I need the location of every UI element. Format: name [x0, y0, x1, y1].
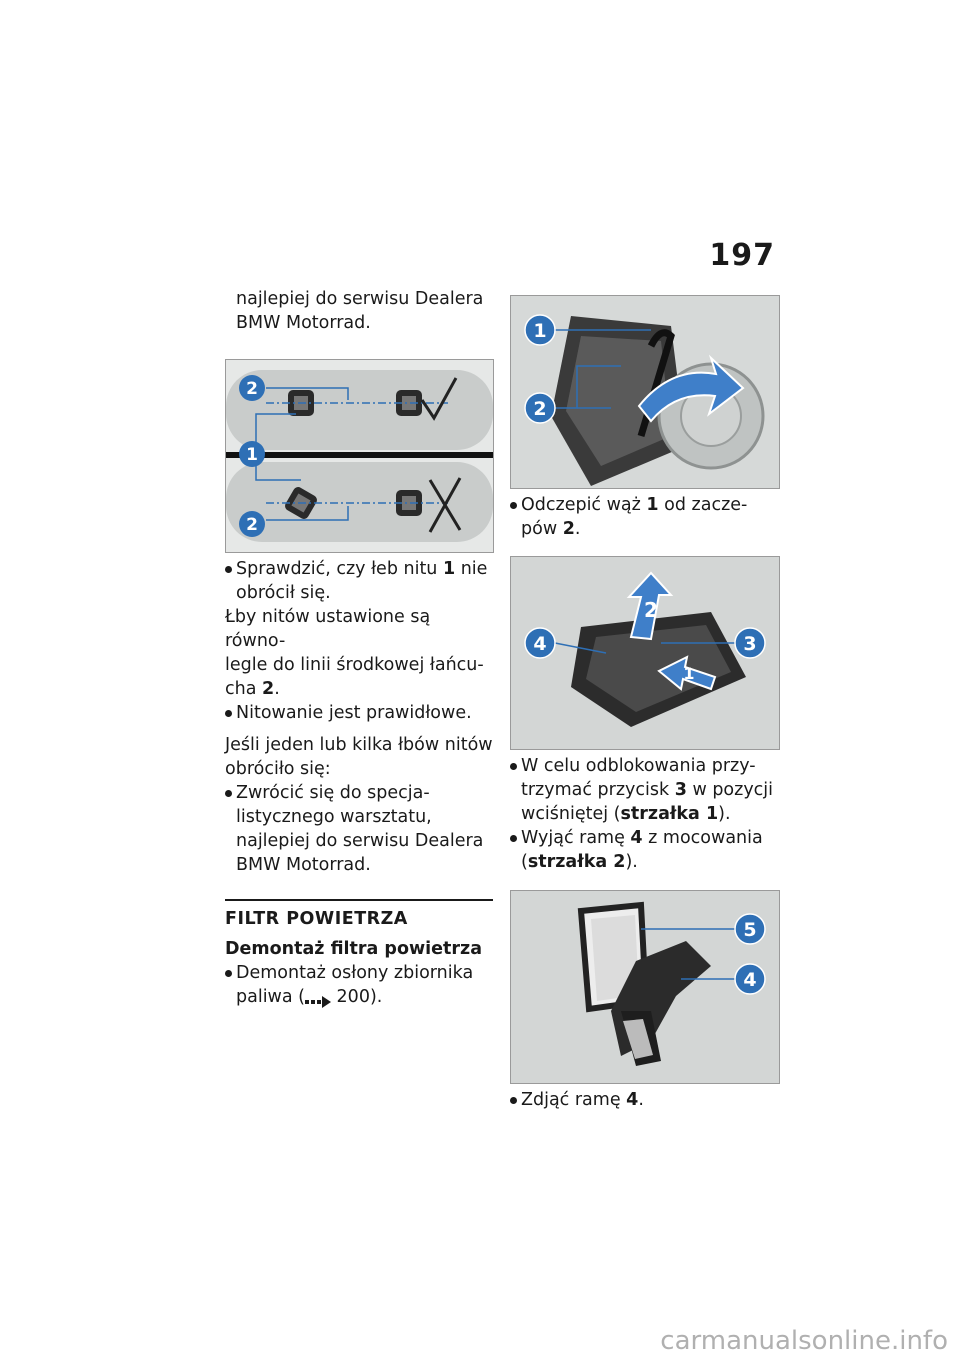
callout-3: 3 [743, 633, 757, 655]
bullet-check-rivet: Sprawdzić, czy łeb nitu 1 nie [225, 557, 493, 581]
callout-4: 4 [533, 633, 547, 655]
section-divider [225, 899, 493, 901]
paragraph-line: Jeśli jeden lub kilka łbów nitów [225, 735, 493, 755]
bullet-hold-button: W celu odblokowania przy- [510, 754, 780, 778]
paragraph-line: obróciło się: [225, 759, 331, 779]
callout-2-top: 2 [246, 379, 258, 399]
bullet-continuation: obrócił się. [236, 583, 331, 603]
rivet-check-figure [225, 359, 494, 553]
intro-line: najlepiej do serwisu Dealera [236, 289, 484, 309]
watermark: carmanualsonline.info [660, 1326, 948, 1356]
right-column [510, 295, 780, 1112]
callout-2-bottom: 2 [246, 515, 258, 535]
page-number: 197 [709, 238, 775, 273]
arrow-label-1: 1 [683, 664, 695, 683]
left-column [225, 287, 493, 1009]
bullet-continuation: (strzałka 2). [521, 852, 638, 872]
bullet-continuation: paliwa ( 200). [236, 987, 383, 1007]
page-reference-arrow-icon [305, 991, 331, 1003]
bullet-remove-tank-cover: Demontaż osłony zbiornika [225, 961, 493, 985]
bullet-rivet-ok: Nitowanie jest prawidłowe. [225, 701, 493, 725]
bullet-take-off-frame: Zdjąć ramę 4. [510, 1088, 780, 1112]
callout-2: 2 [533, 398, 547, 420]
bullet-continuation: trzymać przycisk 3 w pozycji [521, 780, 774, 800]
paragraph-line: legle do linii środkowej łańcu- [225, 655, 484, 675]
callout-1: 1 [246, 445, 258, 465]
bullet-continuation: wciśniętej (strzałka 1). [521, 804, 731, 824]
intro-line: BMW Motorrad. [236, 313, 371, 333]
bullet-continuation: BMW Motorrad. [236, 855, 371, 875]
section-heading: FILTR POWIETRZA [225, 909, 408, 929]
callout-4: 4 [743, 969, 757, 991]
bullet-contact-workshop: Zwrócić się do specja- [225, 781, 493, 805]
hose-figure [510, 295, 780, 489]
paragraph-line: Łby nitów ustawione są równo- [225, 607, 431, 651]
filter-frame-figure [510, 890, 780, 1084]
subsection-heading: Demontaż filtra powietrza [225, 939, 483, 959]
bullet-continuation: listycznego warsztatu, [236, 807, 432, 827]
bullet-continuation: pów 2. [521, 519, 581, 539]
frame-release-figure [510, 556, 780, 750]
callout-5: 5 [743, 919, 757, 941]
bullet-remove-frame: Wyjąć ramę 4 z mocowania [510, 826, 780, 850]
bullet-continuation: najlepiej do serwisu Dealera [236, 831, 484, 851]
bullet-detach-hose: Odczepić wąż 1 od zacze- [510, 493, 780, 517]
callout-1: 1 [533, 320, 547, 342]
paragraph-line: cha 2. [225, 679, 280, 699]
arrow-label-2: 2 [644, 598, 658, 622]
